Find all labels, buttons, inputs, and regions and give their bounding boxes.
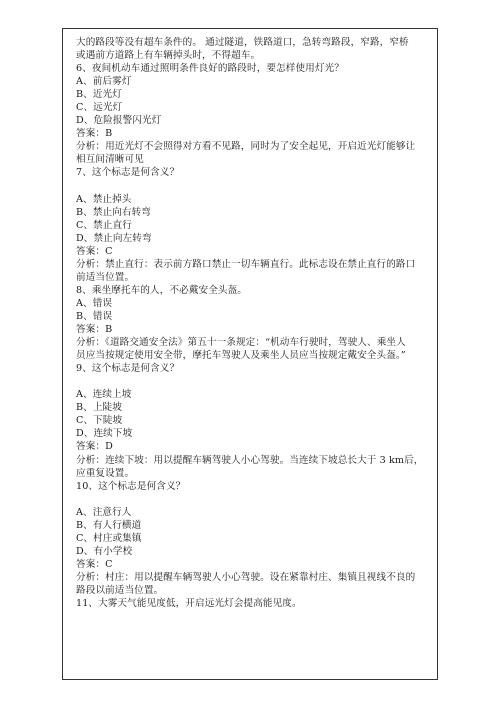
option-line: C、下陡坡 (76, 415, 123, 427)
answer-line: 答案：C (76, 558, 113, 570)
text-line: 大的路段等没有超车条件的。 通过隧道，铁路道口，急转弯路段，窄路，窄桥 (76, 37, 409, 48)
question-line: 9、这个标志是何含义？ (76, 363, 180, 375)
option-line: B、禁止向右转弯 (76, 206, 152, 218)
document-body (76, 36, 432, 610)
text-line: 应重复设置。 (76, 467, 135, 479)
text-line: 相互间清晰可见 (76, 154, 144, 166)
analysis-line: 分析：禁止直行：表示前方路口禁止一切车辆直行。此标志设在禁止直行的路口 (76, 258, 416, 270)
blank-line (76, 493, 432, 506)
option-line: B、近光灯 (76, 89, 122, 101)
option-line: B、上陡坡 (76, 402, 122, 414)
option-line: A、注意行人 (76, 506, 132, 518)
text-line: 前适当位置。 (76, 271, 135, 283)
option-line: B、错误 (76, 310, 113, 322)
option-line: B、有人行横道 (76, 519, 142, 531)
option-line: C、村庄或集镇 (76, 532, 142, 544)
option-line: C、禁止直行 (76, 219, 132, 231)
option-line: A、前后雾灯 (76, 76, 132, 88)
option-line: C、远光灯 (76, 102, 123, 114)
answer-line: 答案：D (76, 441, 113, 453)
question-line: 10、这个标志是何含义？ (76, 480, 186, 492)
answer-line: 答案：C (76, 245, 113, 257)
analysis-line: 分析：《道路交通安全法》第五十一条规定：“机动车行驶时，驾驶人、乘坐人 (76, 337, 406, 349)
option-line: D、禁止向左转弯 (76, 232, 152, 244)
question-line: 6、夜间机动车通过照明条件良好的路段时，要怎样使用灯光？ (76, 63, 344, 75)
question-line: 7、这个标志是何含义？ (76, 167, 180, 179)
text-line: 员应当按规定使用安全带，摩托车驾驶人及乘坐人员应当按规定戴安全头盔。” (76, 350, 406, 362)
option-line: D、有小学校 (76, 545, 133, 557)
blank-line (76, 375, 432, 388)
answer-line: 答案：B (76, 128, 113, 140)
question-line: 8、乘坐摩托车的人，不必戴安全头盔。 (76, 284, 247, 296)
text-line: 路段以前适当位置。 (76, 584, 164, 596)
blank-line (76, 180, 432, 193)
option-line: D、危险报警闪光灯 (76, 115, 162, 127)
analysis-line: 分析：村庄：用以提醒车辆驾驶人小心驾驶。设在紧靠村庄、集镇且视线不良的 (76, 571, 416, 583)
option-line: A、禁止掉头 (76, 193, 132, 205)
question-line: 11、大雾天气能见度低，开启远光灯会提高能见度。 (76, 598, 302, 610)
option-line: A、错误 (76, 297, 113, 309)
answer-line: 答案：B (76, 324, 113, 336)
analysis-line: 分析：连续下坡：用以提醒车辆驾驶人小心驾驶。当连续下坡总长大于 3 km后， (76, 454, 424, 466)
text-line: 或遇前方道路上有车辆掉头时，不得超车。 (76, 50, 261, 62)
option-line: A、连续上坡 (76, 389, 132, 401)
option-line: D、连续下坡 (76, 428, 133, 440)
analysis-line: 分析：用近光灯不会照得对方看不见路，同时为了安全起见，开启近光灯能够让 (76, 141, 416, 153)
